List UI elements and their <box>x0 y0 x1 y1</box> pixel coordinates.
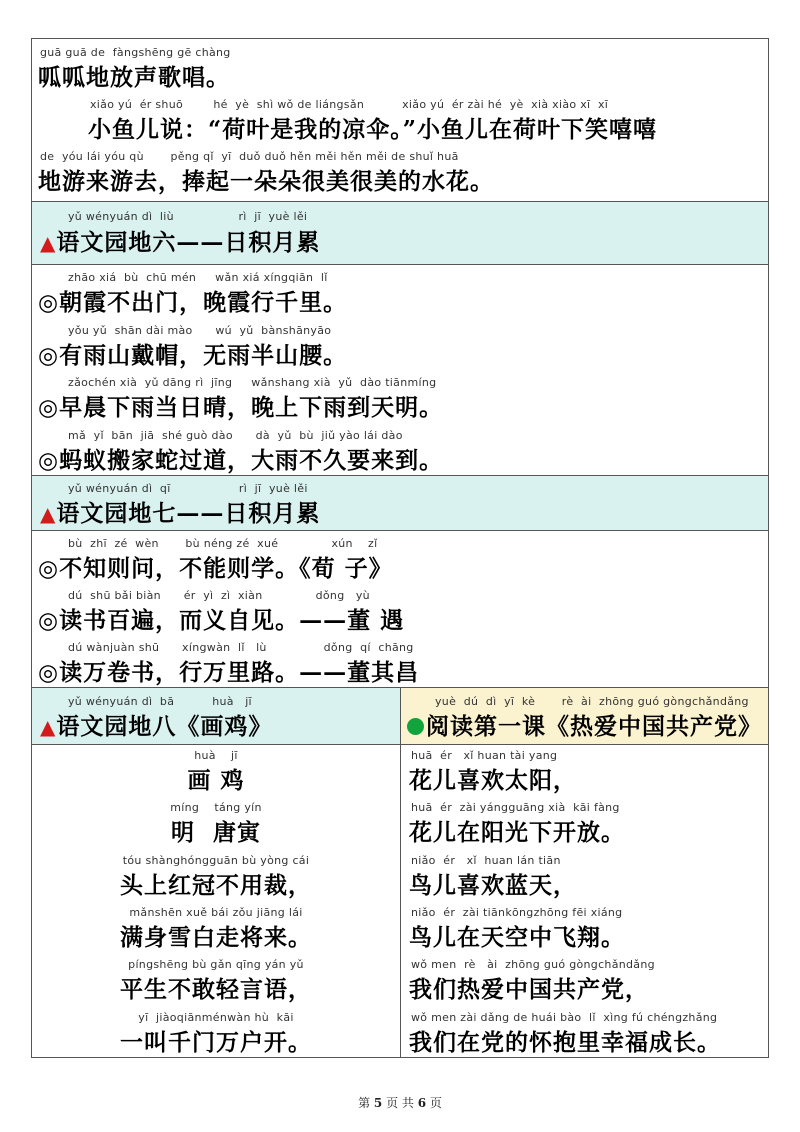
section-header-6 <box>32 202 768 264</box>
section-6-list <box>32 265 768 475</box>
pinyin-line: huā ér zài yángguāng xià kāi fàng <box>411 801 620 814</box>
poem-author: 明 唐寅 <box>170 819 261 846</box>
list-item: ◎不知则问，不能则学。《荀 子》 <box>38 555 393 582</box>
page-frame <box>31 38 769 1058</box>
section-title-pinyin: yuè dú dì yī kè rè ài zhōng guó gòngchǎndǎng <box>435 695 749 708</box>
text-line: 地游来游去，捧起一朵朵很美很美的水花。 <box>38 168 494 195</box>
pinyin-line: dú wànjuàn shū xíngwàn lǐ lù dǒng qí chāng <box>68 641 414 654</box>
pinyin-line: xiǎo yú ér shuō hé yè shì wǒ de liángsǎn xiǎo yú ér zài hé yè xià xiào xī xī <box>90 98 609 111</box>
pinyin-line: wǒ men rè ài zhōng guó gòngchǎndǎng <box>411 958 655 971</box>
section-title: 阅读第一课《热爱中国共产党》 <box>407 708 762 741</box>
pinyin-line: míng táng yín <box>170 801 262 814</box>
poem-line: 花儿在阳光下开放。 <box>409 819 625 846</box>
poem-line: 花儿喜欢太阳， <box>409 767 577 794</box>
poem-line: 我们热爱中国共产党， <box>409 976 649 1003</box>
list-item: ◎朝霞不出门，晚霞行千里。 <box>38 289 348 316</box>
poem-line: 鸟儿喜欢蓝天， <box>409 872 577 899</box>
page-total: 6 <box>417 1096 427 1110</box>
pinyin-line: niǎo ér zài tiānkōngzhōng fēi xiáng <box>411 906 623 919</box>
pinyin-line: zhāo xiá bù chū mén wǎn xiá xíngqiān lǐ <box>68 271 328 284</box>
poem-line: 平生不敢轻言语， <box>120 976 312 1003</box>
section-title: ▲语文园地七——日积月累 <box>40 500 321 527</box>
section-title-pinyin: yǔ wényuán dì qī rì jī yuè lěi <box>68 482 308 495</box>
poem-line: 我们在党的怀抱里幸福成长。 <box>409 1029 721 1056</box>
poem-title: 画 鸡 <box>187 767 245 794</box>
poem-hua-ji <box>32 745 400 1057</box>
poem-line: 一叫千门万户开。 <box>120 1029 312 1056</box>
section-title: ▲语文园地六——日积月累 <box>40 229 321 256</box>
page-number: 5 <box>373 1096 383 1110</box>
green-dot-icon <box>407 718 424 735</box>
triangle-icon: ▲ <box>40 502 57 526</box>
section-header-7 <box>32 476 768 530</box>
pinyin-line: niǎo ér xǐ huan lán tiān <box>411 854 561 867</box>
triangle-icon: ▲ <box>40 231 57 255</box>
list-item: ◎读书百遍，而义自见。——董 遇 <box>38 607 405 634</box>
list-item: ◎有雨山戴帽，无雨半山腰。 <box>38 342 348 369</box>
pinyin-line: tóu shànghóngguān bù yòng cái <box>122 854 310 867</box>
page-footer: 第 5 页 共 6 页 <box>358 1096 442 1110</box>
pinyin-line: huà jī <box>194 749 238 762</box>
poem-line: 满身雪白走将来。 <box>120 924 312 951</box>
poem-reading-1 <box>401 745 768 1057</box>
list-item: ◎蚂蚁搬家蛇过道，大雨不久要来到。 <box>38 447 444 474</box>
pinyin-line: guā guā de fàngshēng gē chàng <box>40 46 231 59</box>
section-7-list <box>32 531 768 688</box>
pinyin-line: huā ér xǐ huan tài yang <box>411 749 558 762</box>
reading-lesson-header <box>401 688 768 744</box>
pinyin-line: mǎ yǐ bān jiā shé guò dào dà yǔ bù jiǔ yào lái dào <box>68 429 403 442</box>
pinyin-line: yǒu yǔ shān dài mào wú yǔ bànshānyāo <box>68 324 332 337</box>
list-item: ◎读万卷书，行万里路。——董其昌 <box>38 659 420 686</box>
list-item: ◎早晨下雨当日晴，晚上下雨到天明。 <box>38 394 444 421</box>
pinyin-line: mǎnshēn xuě bái zǒu jiāng lái <box>129 906 303 919</box>
pinyin-line: dú shū bǎi biàn ér yì zì xiàn dǒng yù <box>68 589 370 602</box>
pinyin-line: wǒ men zài dǎng de huái bào lǐ xìng fú chéngzhǎng <box>411 1011 718 1024</box>
pinyin-line: bù zhī zé wèn bù néng zé xué xún zǐ <box>68 537 378 550</box>
story-continuation <box>32 39 768 201</box>
section-header-8 <box>32 688 400 744</box>
poem-line: 头上红冠不用裁， <box>120 872 312 899</box>
text-line: 小鱼儿说：“荷叶是我的凉伞。”小鱼儿在荷叶下笑嘻嘻 <box>88 116 657 143</box>
poem-line: 鸟儿在天空中飞翔。 <box>409 924 625 951</box>
triangle-icon: ▲ <box>40 715 57 739</box>
pinyin-line: de yóu lái yóu qù pěng qǐ yī duǒ duǒ hěn měi hěn měi de shuǐ huā <box>40 150 459 163</box>
section-title-pinyin: yǔ wényuán dì bā huà jī <box>68 695 252 708</box>
pinyin-line: yī jiàoqiānménwàn hù kāi <box>138 1011 294 1024</box>
section-title: ▲语文园地八《画鸡》 <box>40 713 273 740</box>
text-line: 呱呱地放声歌唱。 <box>38 64 230 91</box>
pinyin-line: píngshēng bù gǎn qīng yán yǔ <box>128 958 304 971</box>
pinyin-line: zǎochén xià yǔ dāng rì jīng wǎnshang xià yǔ dào tiānmíng <box>68 376 437 389</box>
section-title-pinyin: yǔ wényuán dì liù rì jī yuè lěi <box>68 210 308 223</box>
